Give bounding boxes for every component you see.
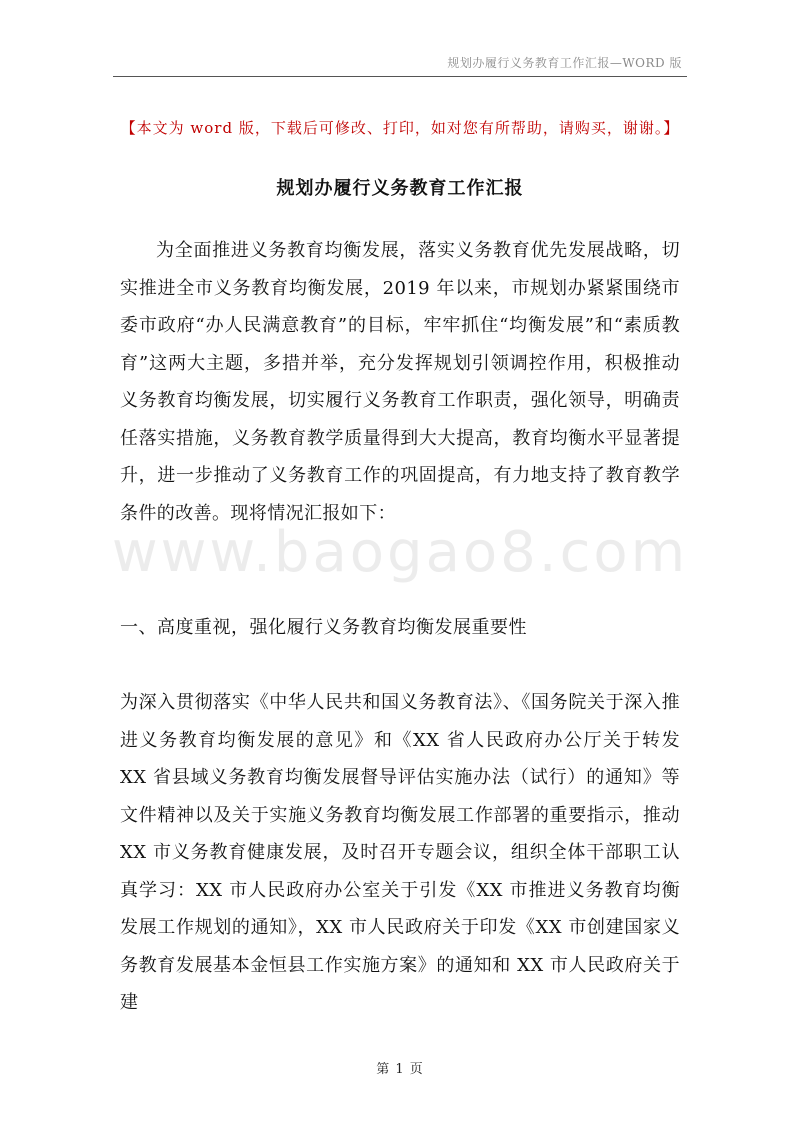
running-header: 规划办履行义务教育工作汇报—WORD 版 — [447, 56, 682, 70]
watermark-text: www.baogao8.com — [111, 520, 689, 585]
section-heading-1: 一、高度重视，强化履行义务教育均衡发展重要性 — [120, 617, 527, 638]
body-paragraph-2: 为深入贯彻落实《中华人民共和国义务教育法》、《国务院关于深入推进义务教育均衡发展的意见》和《XX 省人民政府办公厅关于转发 XX 省县域义务教育均衡发展督导评估实施办法（试行）的通知》等文件精神以及关于实施义务教育均衡发展工作部署的重要指示，推动 XX 市义务教育健康发展，及时召开专题会议，组织全体干部职工认真学习：XX 市人民政府办公室关于引发《XX 市推进义务教育均衡发展工作规划的通知》，XX 市人民政府关于印发《XX 市创建国家义务教育发展基本金恒县工作实施方案》的通知和 XX 市人民政府关于建 — [120, 692, 680, 1013]
download-notice: 【本文为 word 版，下载后可修改、打印，如对您有所帮助，请购买，谢谢。】 — [120, 119, 680, 137]
document-title: 规划办履行义务教育工作汇报 — [276, 178, 524, 199]
header-divider — [113, 76, 687, 77]
page-number: 第 1 页 — [376, 1062, 424, 1077]
body-paragraph-1: 为全面推进义务教育均衡发展，落实义务教育优先发展战略，切实推进全市义务教育均衡发展，2019 年以来，市规划办紧紧围绕市委市政府“办人民满意教育”的目标，牢牢抓住“均衡发展”和“素质教育”这两大主题，多措并举，充分发挥规划引领调控作用，积极推动义务教育均衡发展，切实履行义务教育工作职责，强化领导，明确责任落实措施，义务教育教学质量得到大大提高，教育均衡水平显著提升，进一步推动了义务教育工作的巩固提高，有力地支持了教育教学条件的改善。现将情况汇报如下： — [120, 240, 680, 524]
